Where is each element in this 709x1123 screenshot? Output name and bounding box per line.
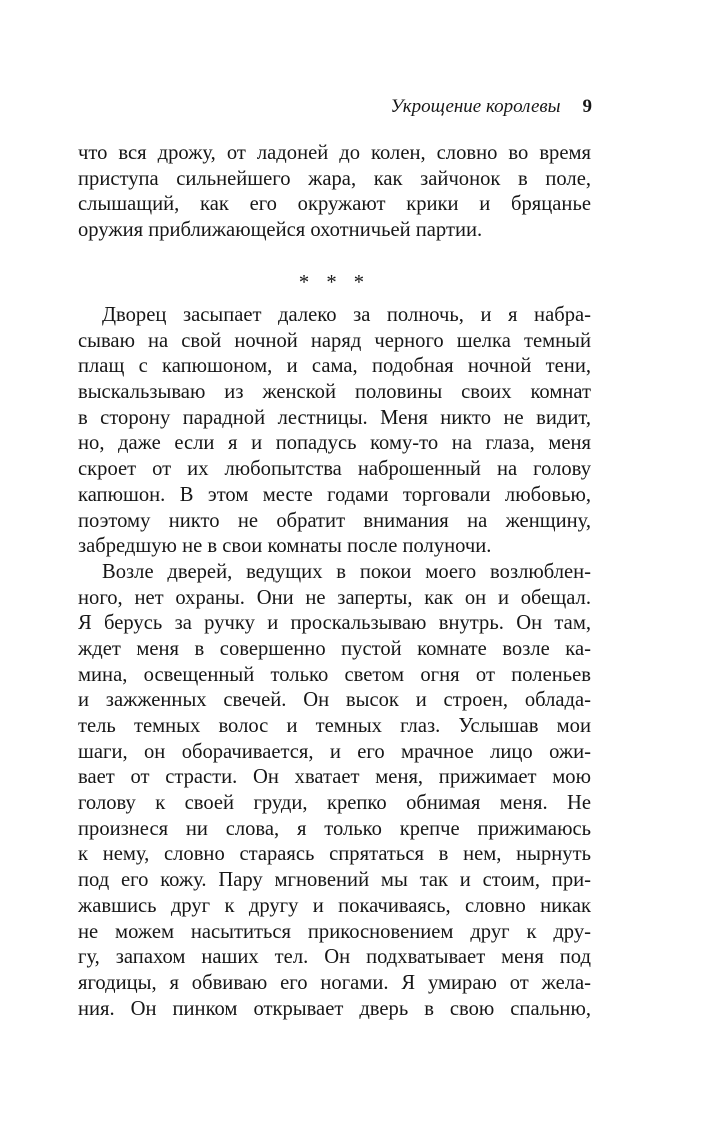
text-line: сываю на свой ночной наряд черного шелка темный <box>78 329 591 352</box>
page-number: 9 <box>582 96 592 117</box>
text-line: шаги, он оборачивается, и его мрачное лицо ожи- <box>78 740 591 763</box>
text-line: приступа сильнейшего жара, как зайчонок в поле, <box>78 167 591 190</box>
text-line: и зажженных свечей. Он высок и строен, облада- <box>78 689 591 712</box>
text-line: что вся дрожу, от ладоней до колен, словно во время <box>78 142 591 164</box>
running-head <box>390 96 592 122</box>
text-line: вает от страсти. Он хватает меня, прижимает мою <box>78 766 591 789</box>
text-line: плащ с капюшоном, и сама, подобная ночной тени, <box>78 355 591 378</box>
text-line: капюшон. В этом месте годами торговали любовью, <box>78 483 591 506</box>
text-line: в сторону парадной лестницы. Меня никто не видит, <box>78 406 591 429</box>
text-line: мина, освещенный только светом огня от поленьев <box>78 663 591 686</box>
text-line: оружия приближающейся охотничьей партии. <box>78 219 483 242</box>
text-line: но, даже если я и попадусь кому-то на глаза, меня <box>78 432 591 455</box>
body-text <box>78 303 591 1022</box>
paragraph <box>78 560 591 1022</box>
text-line: поэтому никто не обратит внимания на женщину, <box>78 509 591 532</box>
text-line: гу, запахом наших тел. Он подхватывает меня под <box>78 946 591 969</box>
text-line: тель темных волос и темных глаз. Услышав мои <box>78 715 591 737</box>
text-line: ягодицы, я обвиваю его ногами. Я умираю от жела- <box>78 971 591 994</box>
paragraph <box>78 303 591 560</box>
text-line: Возле дверей, ведущих в покои моего возлюблен- <box>102 560 591 583</box>
text-line: Я берусь за ручку и проскальзываю внутрь. Он там, <box>78 612 591 635</box>
text-line: скроет от их любопытства наброшенный на голову <box>78 458 591 481</box>
opening-paragraph <box>78 141 591 244</box>
text-line: жавшись друг к другу и покачиваясь, словно никак <box>78 894 591 917</box>
text-line: не можем насытиться прикосновением друг к дру- <box>78 920 591 943</box>
section-separator: * * * <box>298 272 371 294</box>
text-line: произнеся ни слова, я только крепче прижимаюсь <box>78 817 591 840</box>
running-head-title: Укрощение королевы <box>390 96 561 117</box>
text-line: под его кожу. Пару мгновений мы так и стоим, при- <box>78 869 591 892</box>
text-line: к нему, словно стараясь спрятаться в нем, нырнуть <box>78 843 591 866</box>
text-line: ного, нет охраны. Они не заперты, как он и обещал. <box>78 586 591 609</box>
text-line: ния. Он пинком открывает дверь в свою спальню, <box>78 997 591 1020</box>
text-line: забредшую не в свои комнаты после полуночи. <box>78 535 492 558</box>
text-line: голову к своей груди, крепко обнимая меня. Не <box>78 792 591 815</box>
text-line: ждет меня в совершенно пустой комнате возле ка- <box>78 637 591 660</box>
text-line: слышащий, как его окружают крики и бряцанье <box>78 193 591 216</box>
text-line: Дворец засыпает далеко за полночь, и я набра- <box>102 304 591 326</box>
text-line: выскальзываю из женской половины своих комнат <box>78 381 591 404</box>
